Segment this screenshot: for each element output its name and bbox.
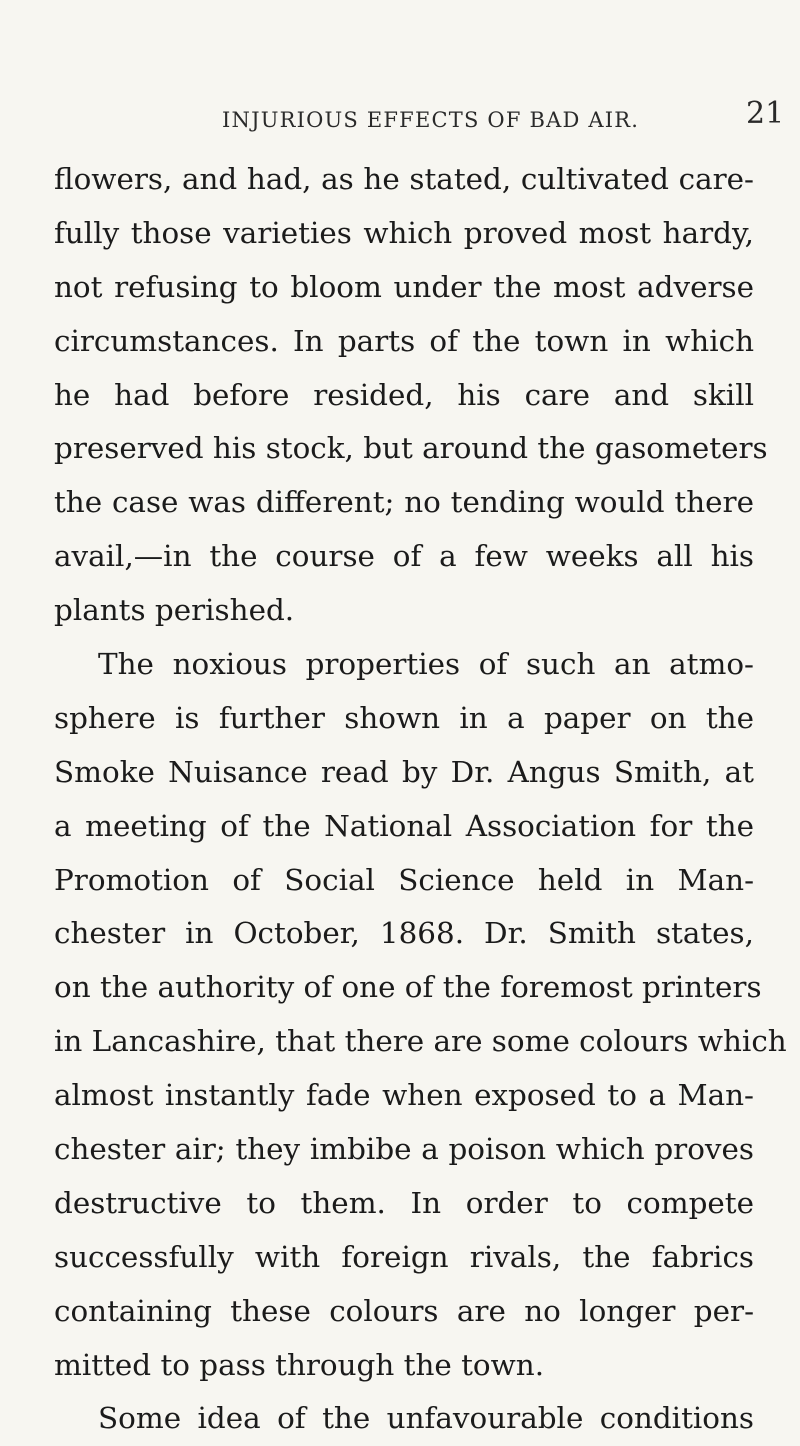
text-line: chester in October, 1868. Dr. Smith states,: [54, 916, 754, 951]
body-text: [54, 153, 787, 1446]
text-line: on the authority of one of the foremost printers: [54, 970, 762, 1005]
text-line: Smoke Nuisance read by Dr. Angus Smith, at: [54, 754, 754, 789]
text-line: almost instantly fade when exposed to a Man-: [54, 1078, 754, 1113]
text-line: a meeting of the National Association for the: [54, 808, 754, 843]
text-line: plants perished.: [54, 593, 295, 628]
running-head: INJURIOUS EFFECTS OF BAD AIR.: [222, 108, 640, 132]
text-line: preserved his stock, but around the gasometers: [54, 431, 768, 466]
text-line: circumstances. In parts of the town in which: [54, 323, 754, 358]
text-line: flowers, and had, as he stated, cultivated care-: [54, 162, 754, 196]
text-line: fully those varieties which proved most hardy,: [54, 215, 754, 250]
text-line: in Lancashire, that there are some colours which: [54, 1024, 787, 1059]
text-line: he had before resided, his care and skill: [54, 377, 754, 412]
text-line: mitted to pass through the town.: [54, 1347, 545, 1382]
text-line: sphere is further shown in a paper on the: [54, 700, 754, 735]
text-line: chester air; they imbibe a poison which proves: [54, 1132, 754, 1167]
text-line: the case was different; no tending would there: [54, 485, 754, 520]
text-line: not refusing to bloom under the most adverse: [54, 269, 754, 304]
text-line: Some idea of the unfavourable conditions: [98, 1401, 754, 1436]
text-line: successfully with foreign rivals, the fabrics: [54, 1239, 754, 1274]
text-line: containing these colours are no longer per-: [54, 1293, 754, 1328]
text-line: avail,—in the course of a few weeks all his: [54, 539, 754, 574]
text-line: The noxious properties of such an atmo-: [98, 647, 754, 682]
page-number: 21: [746, 96, 785, 131]
text-line: destructive to them. In order to compete: [54, 1185, 754, 1220]
text-line: Promotion of Social Science held in Man-: [54, 862, 754, 897]
